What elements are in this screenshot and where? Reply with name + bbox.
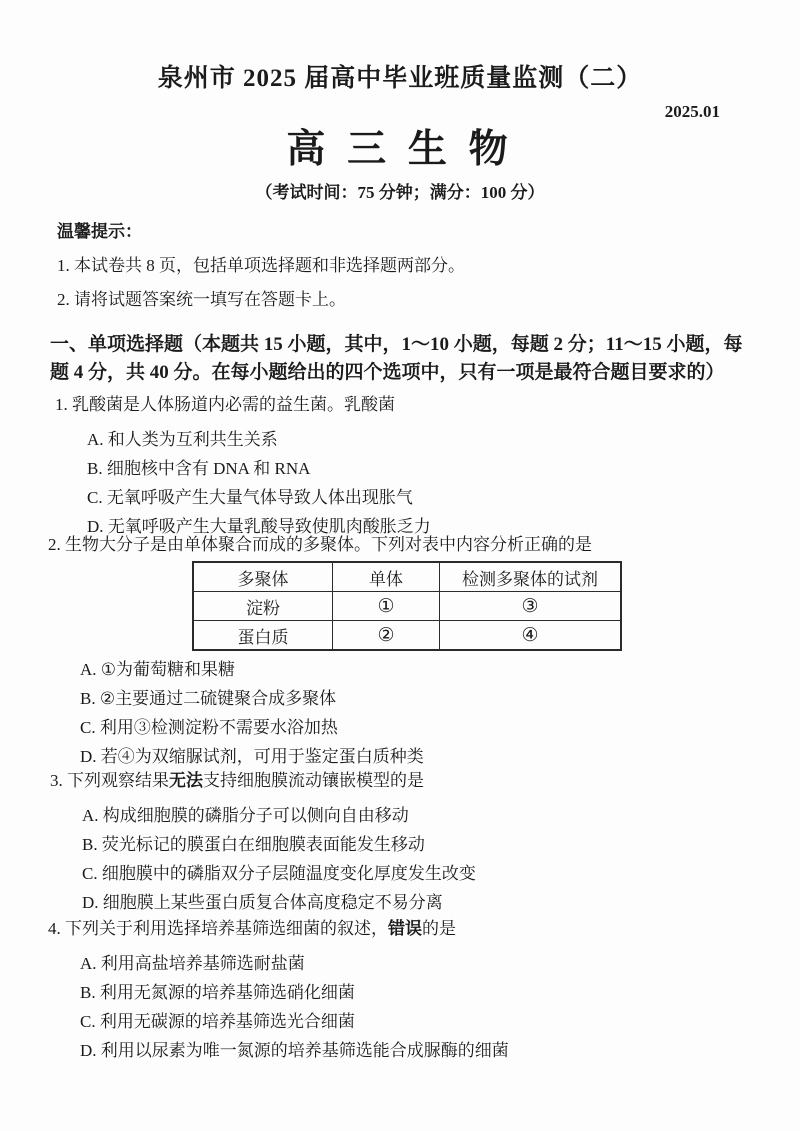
question-4-options (48, 949, 509, 1065)
table-header-row (193, 562, 621, 592)
notice-item: 1. 本试卷共 8 页，包括单项选择题和非选择题两部分。 (57, 256, 465, 275)
question-2 (48, 531, 622, 771)
question-1 (55, 391, 431, 541)
notice-item: 2. 请将试题答案统一填写在答题卡上。 (57, 290, 346, 309)
option-b: B. 荧光标记的膜蛋白在细胞膜表面能发生移动 (82, 835, 425, 854)
option-b: B. ②主要通过二硫键聚合成多聚体 (80, 689, 337, 708)
table-row (193, 592, 621, 621)
table-row (193, 621, 621, 651)
option-d: D. 利用以尿素为唯一氮源的培养基筛选能合成脲酶的细菌 (80, 1041, 509, 1060)
table-cell: 蛋白质 (193, 621, 333, 651)
exam-info: （考试时间：75 分钟；满分：100 分） (255, 183, 545, 202)
stem-text: 1. 乳酸菌是人体肠道内必需的益生菌。乳酸菌 (55, 395, 395, 414)
exam-header-title: 泉州市 2025 届高中毕业班质量监测（二） (157, 65, 643, 92)
table-header-cell: 检测多聚体的试剂 (440, 562, 622, 592)
question-1-options (55, 425, 431, 541)
option-c: C. 利用③检测淀粉不需要水浴加热 (80, 718, 338, 737)
stem-text: 2. 生物大分子是由单体聚合而成的多聚体。下列对表中内容分析正确的是 (48, 535, 592, 554)
polymer-table (192, 561, 622, 651)
polymer-table-wrapper (192, 561, 622, 651)
question-3-options (50, 801, 476, 917)
stem-emphasis: 错误 (388, 919, 422, 938)
option-d: D. 无氧呼吸产生大量乳酸导致使肌肉酸胀乏力 (87, 517, 431, 536)
question-4 (48, 915, 509, 1065)
option-b: B. 细胞核中含有 DNA 和 RNA (87, 459, 311, 478)
stem-text: 的是 (422, 919, 456, 938)
section-heading-line: 一、单项选择题（本题共 15 小题，其中，1～10 小题，每题 2 分；11～15 小题，每 (50, 334, 743, 355)
option-c: C. 细胞膜中的磷脂双分子层随温度变化厚度发生改变 (82, 864, 476, 883)
option-a: A. ①为葡萄糖和果糖 (80, 660, 236, 679)
subject-title: 高 三 生 物 (286, 128, 514, 171)
option-b: B. 利用无氮源的培养基筛选硝化细菌 (80, 983, 355, 1002)
question-3-stem (50, 767, 476, 795)
table-header-cell: 单体 (333, 562, 440, 592)
notice-title: 温馨提示： (57, 222, 142, 241)
option-a: A. 构成细胞膜的磷脂分子可以侧向自由移动 (82, 806, 409, 825)
option-c: C. 无氧呼吸产生大量气体导致人体出现胀气 (87, 488, 413, 507)
question-2-stem (48, 531, 622, 559)
section-heading (50, 331, 760, 387)
stem-emphasis: 无法 (169, 771, 203, 790)
table-cell: 淀粉 (193, 592, 333, 621)
table-header-cell: 多聚体 (193, 562, 333, 592)
section-heading-line: 题 4 分，共 40 分。在每小题给出的四个选项中，只有一项是最符合题目要求的） (50, 362, 725, 383)
question-1-stem (55, 391, 431, 419)
stem-text: 4. 下列关于利用选择培养基筛选细菌的叙述， (48, 919, 388, 938)
question-3 (50, 767, 476, 917)
option-d: D. 细胞膜上某些蛋白质复合体高度稳定不易分离 (82, 893, 443, 912)
stem-text: 3. 下列观察结果 (50, 771, 169, 790)
option-c: C. 利用无碳源的培养基筛选光合细菌 (80, 1012, 355, 1031)
table-cell: ④ (440, 621, 622, 651)
stem-text: 支持细胞膜流动镶嵌模型的是 (203, 771, 424, 790)
table-cell: ③ (440, 592, 622, 621)
question-2-options (48, 655, 622, 771)
exam-date: 2025.01 (664, 102, 720, 121)
option-a: A. 和人类为互利共生关系 (87, 430, 278, 449)
option-d: D. 若④为双缩脲试剂，可用于鉴定蛋白质种类 (80, 747, 424, 766)
question-4-stem (48, 915, 509, 943)
table-cell: ① (333, 592, 440, 621)
option-a: A. 利用高盐培养基筛选耐盐菌 (80, 954, 305, 973)
table-cell: ② (333, 621, 440, 651)
